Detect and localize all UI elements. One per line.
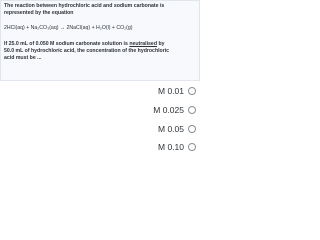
question-text-line-2: represented by the equation — [4, 10, 74, 16]
answer-option-1[interactable] — [158, 84, 196, 98]
chemical-equation: 2HCl(aq) + Na₂CO₃(aq) → 2NaCl(aq) + H₂O(l) + CO₂(g) — [4, 25, 133, 31]
question-text-line-6: acid must be ... — [4, 55, 42, 61]
question-text-line-4-end: by — [157, 41, 165, 47]
answer-option-2-label: M 0.025 — [153, 105, 184, 115]
neutralised-word: neutralised — [129, 41, 157, 47]
answer-option-4-label: M 0.10 — [158, 142, 184, 152]
answer-option-2[interactable] — [153, 103, 196, 117]
answer-option-1-radio[interactable] — [188, 87, 196, 95]
question-text-line-1: The reaction between hydrochloric acid and sodium carbonate is — [4, 3, 165, 9]
answer-option-1-label: M 0.01 — [158, 86, 184, 96]
answer-option-2-radio[interactable] — [188, 106, 196, 114]
answer-option-4-radio[interactable] — [188, 143, 196, 151]
question-text-line-4-start: If 25.0 mL of 0.050 M sodium carbonate solution is — [4, 41, 130, 47]
question-text-line-4 — [4, 41, 165, 47]
answer-option-3-label: M 0.05 — [158, 124, 184, 134]
answer-option-3[interactable] — [158, 122, 196, 136]
answer-options — [0, 81, 200, 155]
question-panel — [0, 0, 200, 81]
answer-option-3-radio[interactable] — [188, 125, 196, 133]
answer-option-4[interactable] — [158, 140, 196, 154]
question-text-line-5: 50.0 mL of hydrochloric acid, the concentration of the hydrochloric — [4, 48, 170, 54]
